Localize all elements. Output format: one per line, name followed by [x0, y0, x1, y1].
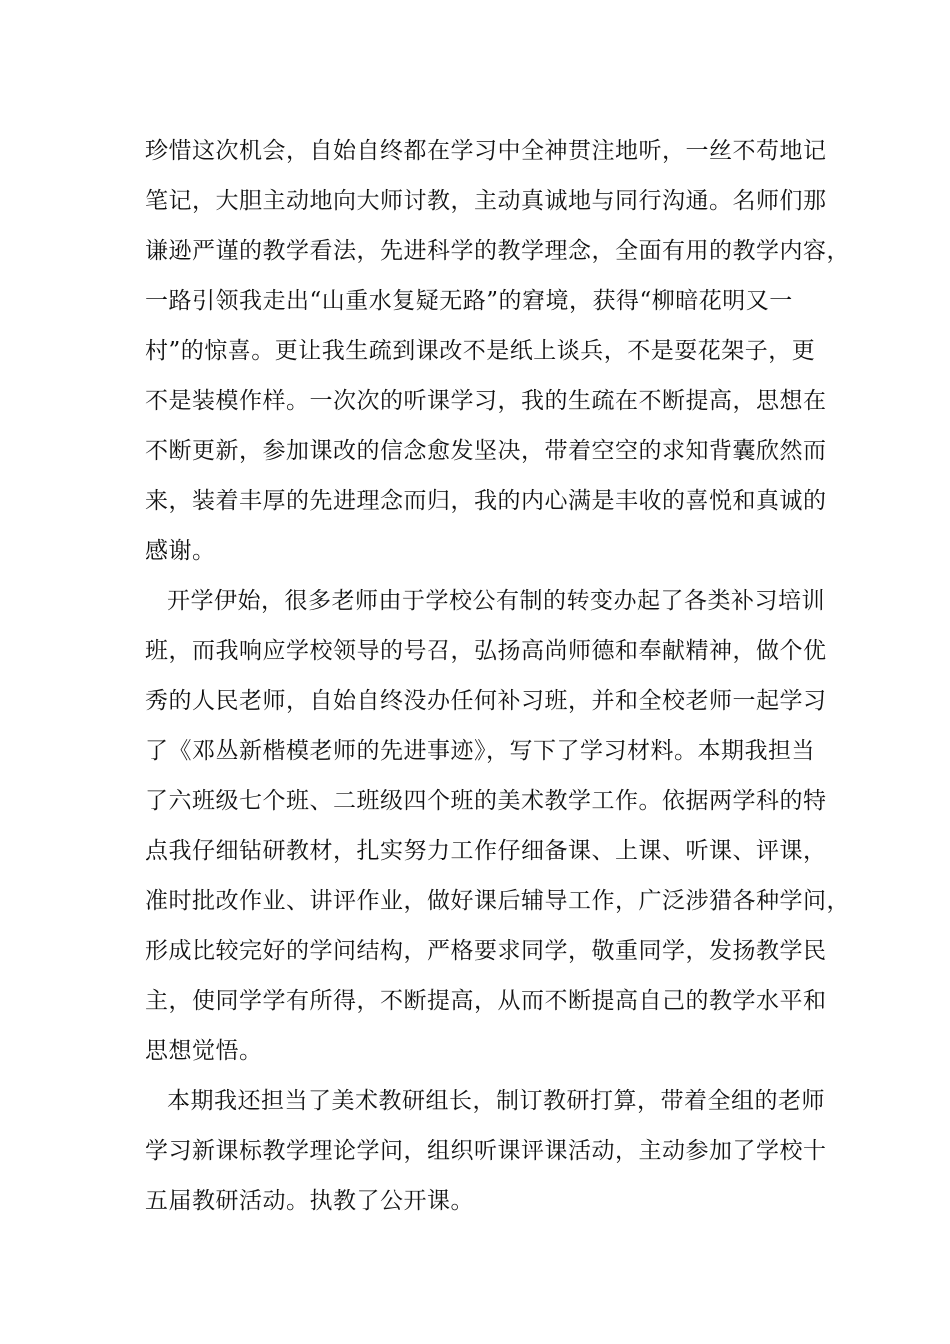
text-line: 了《邓丛新楷模老师的先进事迹》，写下了学习材料。本期我担当: [145, 738, 815, 764]
text-line: 五届教研活动。执教了公开课。: [145, 1188, 474, 1214]
document-body: [145, 126, 850, 1226]
text-line: 了六班级七个班、二班级四个班的美术教学工作。依据两学科的特: [145, 788, 827, 814]
paragraph-1: [145, 126, 850, 576]
text-line: 准时批改作业、讲评作业，做好课后辅导工作，广泛涉猎各种学问，: [145, 888, 850, 914]
text-line: 笔记，大胆主动地向大师讨教，主动真诚地与同行沟通。名师们那: [145, 188, 827, 214]
text-line: 思想觉悟。: [145, 1038, 263, 1064]
text-line: 点我仔细钻研教材，扎实努力工作仔细备课、上课、听课、评课，: [145, 838, 827, 864]
text-line: 村”的惊喜。更让我生疏到课改不是纸上谈兵，不是耍花架子，更: [145, 338, 816, 364]
text-line: 秀的人民老师，自始自终没办任何补习班，并和全校老师一起学习: [145, 688, 827, 714]
text-line: 珍惜这次机会，自始自终都在学习中全神贯注地听，一丝不苟地记: [145, 138, 827, 164]
text-line: 来，装着丰厚的先进理念而归，我的内心满是丰收的喜悦和真诚的: [145, 488, 827, 514]
text-line: 一路引领我走出“山重水复疑无路”的窘境，获得“柳暗花明又一: [145, 288, 793, 314]
text-line: 主，使同学学有所得，不断提高，从而不断提高自己的教学水平和: [145, 988, 827, 1014]
text-line: 学习新课标教学理论学问，组织听课评课活动，主动参加了学校十: [145, 1138, 827, 1164]
text-line: 形成比较完好的学问结构，严格要求同学，敬重同学，发扬教学民: [145, 938, 827, 964]
text-line: 开学伊始，很多老师由于学校公有制的转变办起了各类补习培训: [167, 588, 825, 614]
text-line: 本期我还担当了美术教研组长，制订教研打算，带着全组的老师: [167, 1088, 825, 1114]
text-line: 不是装模作样。一次次的听课学习，我的生疏在不断提高，思想在: [145, 388, 827, 414]
text-line: 不断更新，参加课改的信念愈发坚决，带着空空的求知背囊欣然而: [145, 438, 827, 464]
paragraph-3: [145, 1076, 825, 1226]
text-line: 谦逊严谨的教学看法，先进科学的教学理念，全面有用的教学内容，: [145, 238, 850, 264]
paragraph-2: [145, 576, 850, 1076]
text-line: 班，而我响应学校领导的号召，弘扬高尚师德和奉献精神，做个优: [145, 638, 827, 664]
text-line: 感谢。: [145, 538, 216, 564]
